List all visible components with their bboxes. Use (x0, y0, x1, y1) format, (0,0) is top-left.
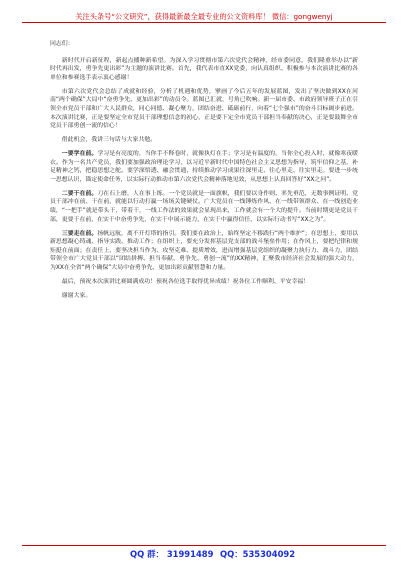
lead-study-first: 一要学在前。 (61, 151, 98, 158)
salutation: 同志们： (50, 41, 74, 47)
lead-lead-first: 三要走在前。 (61, 230, 98, 237)
paragraph-lead-first (50, 230, 358, 273)
body-lead-first: 扬帆远航，离不开灯塔的指引。我们要在政治上，始终坚定不移践行“两个维护”；在思想上，要用以新思想凝心铸魂、指导实践、推动工作；在组织上，要充分发挥基层党支部的战斗堡垒作用；在作风上，要把纪律和规矩挺在前面；在责任上，要坚决担当作为、攻坚克难、提质增效，进而增强基层党组织的凝聚力执行力、战斗力，团结带领全市广大党员干部以“团结拼搏、担当奉献、勇争先、勇创一流”的XX精神，汇聚我市经济社会发展的强大动力，为XX在全省“两个确保”大局中奋勇争先、更加出彩贡献智慧和力量。 (50, 230, 359, 272)
body-study-first: 学习是有亮度的，当你手不释卷时，就像执灯在手；学习是有温度的，当你全心投入时，就像寒夜暖衣。作为一名共产党员，我们要加强政治理论学习，以习近平新时代中国特色社会主义思想为指导，筑牢信仰之基，补足精神之钙，把稳思想之舵。要学深悟透、融会贯通，持续推动学习成果往深里走、往心里走、往实里走。要进一步统一思想认识，锚定使命任务，以实际行动推动市第六次党代会精神落地见效，从思想上认真回答好“XX之问”。 (50, 151, 359, 183)
document-body (50, 40, 358, 306)
qq-group-number: QQ 群： 31991489 (130, 549, 214, 559)
qq-number: QQ：535304092 (220, 549, 296, 559)
paragraph-three-points: 借此机会，我讲三句话与大家共勉。 (61, 137, 157, 144)
paragraph-closing: 最后，预祝本次演讲比赛圆满成功！预祝各位选手取得优异成绩！祝各位工作顺利、平安幸福！ (61, 279, 310, 285)
paragraph-intro: 新时代开启新征程，新起点播种新希望。为深入学习贯彻市第六次党代会精神，经市委同意，我们隆重举办以“新时代再出发，勇争先更出彩”为主题的演讲比赛。首先，我代表市直XX党委，向认真组织、积极参与本次演讲比赛的各单位和参赛选手表示衷心感谢！ (50, 57, 358, 81)
lead-work-first: 二要干在前。 (61, 190, 98, 197)
header-banner (22, 4, 386, 23)
body-work-first: 刀在石上磨，人在事上练。一个党员就是一面旗帜，我们要以身作则、率先垂范，无数事例证明，党员干部冲在前、干在前，就能以行动打赢一场场关键硬仗。广大党员在一线锤炼作风、在一线带领群众、在一线创造业绩，“一把手”就是带头干，带着干，一线工作法的效果就会显现出来，工作就会有一个大的提升。当前时期更是党员干部，更要干在前，在实干中奋勇争先，在实干中展示能力，在实干中赢得信任，以实际行动书写“XX之为”。 (50, 190, 359, 223)
banner-text: 关注头条号“公文研究”，获得最新最全最专业的公文资料库！ 微信：gongwenyj (75, 12, 333, 21)
footer-contact (22, 545, 386, 564)
paragraph-thanks: 谢谢大家。 (61, 292, 92, 299)
paragraph-work-first (50, 190, 358, 224)
paragraph-study-first (50, 150, 358, 184)
paragraph-congress: 市第六次党代会总结了成就和经验，分析了机遇和优势，擘画了今后五年的发展蓝图，发出了坚决做到XX在河南“两个确保”大局中“奋勇争先、更加出彩”的动员令。蓝图已汇就，号角已吹响。新一届市委、市政府领导班子正在引领全市党员干部和广大人民群众，同心同德、凝心聚力，团结奋进、砥砺前行，向着“七个强市”的奋斗目标阔步前进。本次演讲比赛，正是要坚定全市党员干部理想信念的初心，正是要下定全市党员干部担当奉献的决心，正是要鼓舞全市党员干部勇创一流的信心！ (50, 88, 358, 130)
